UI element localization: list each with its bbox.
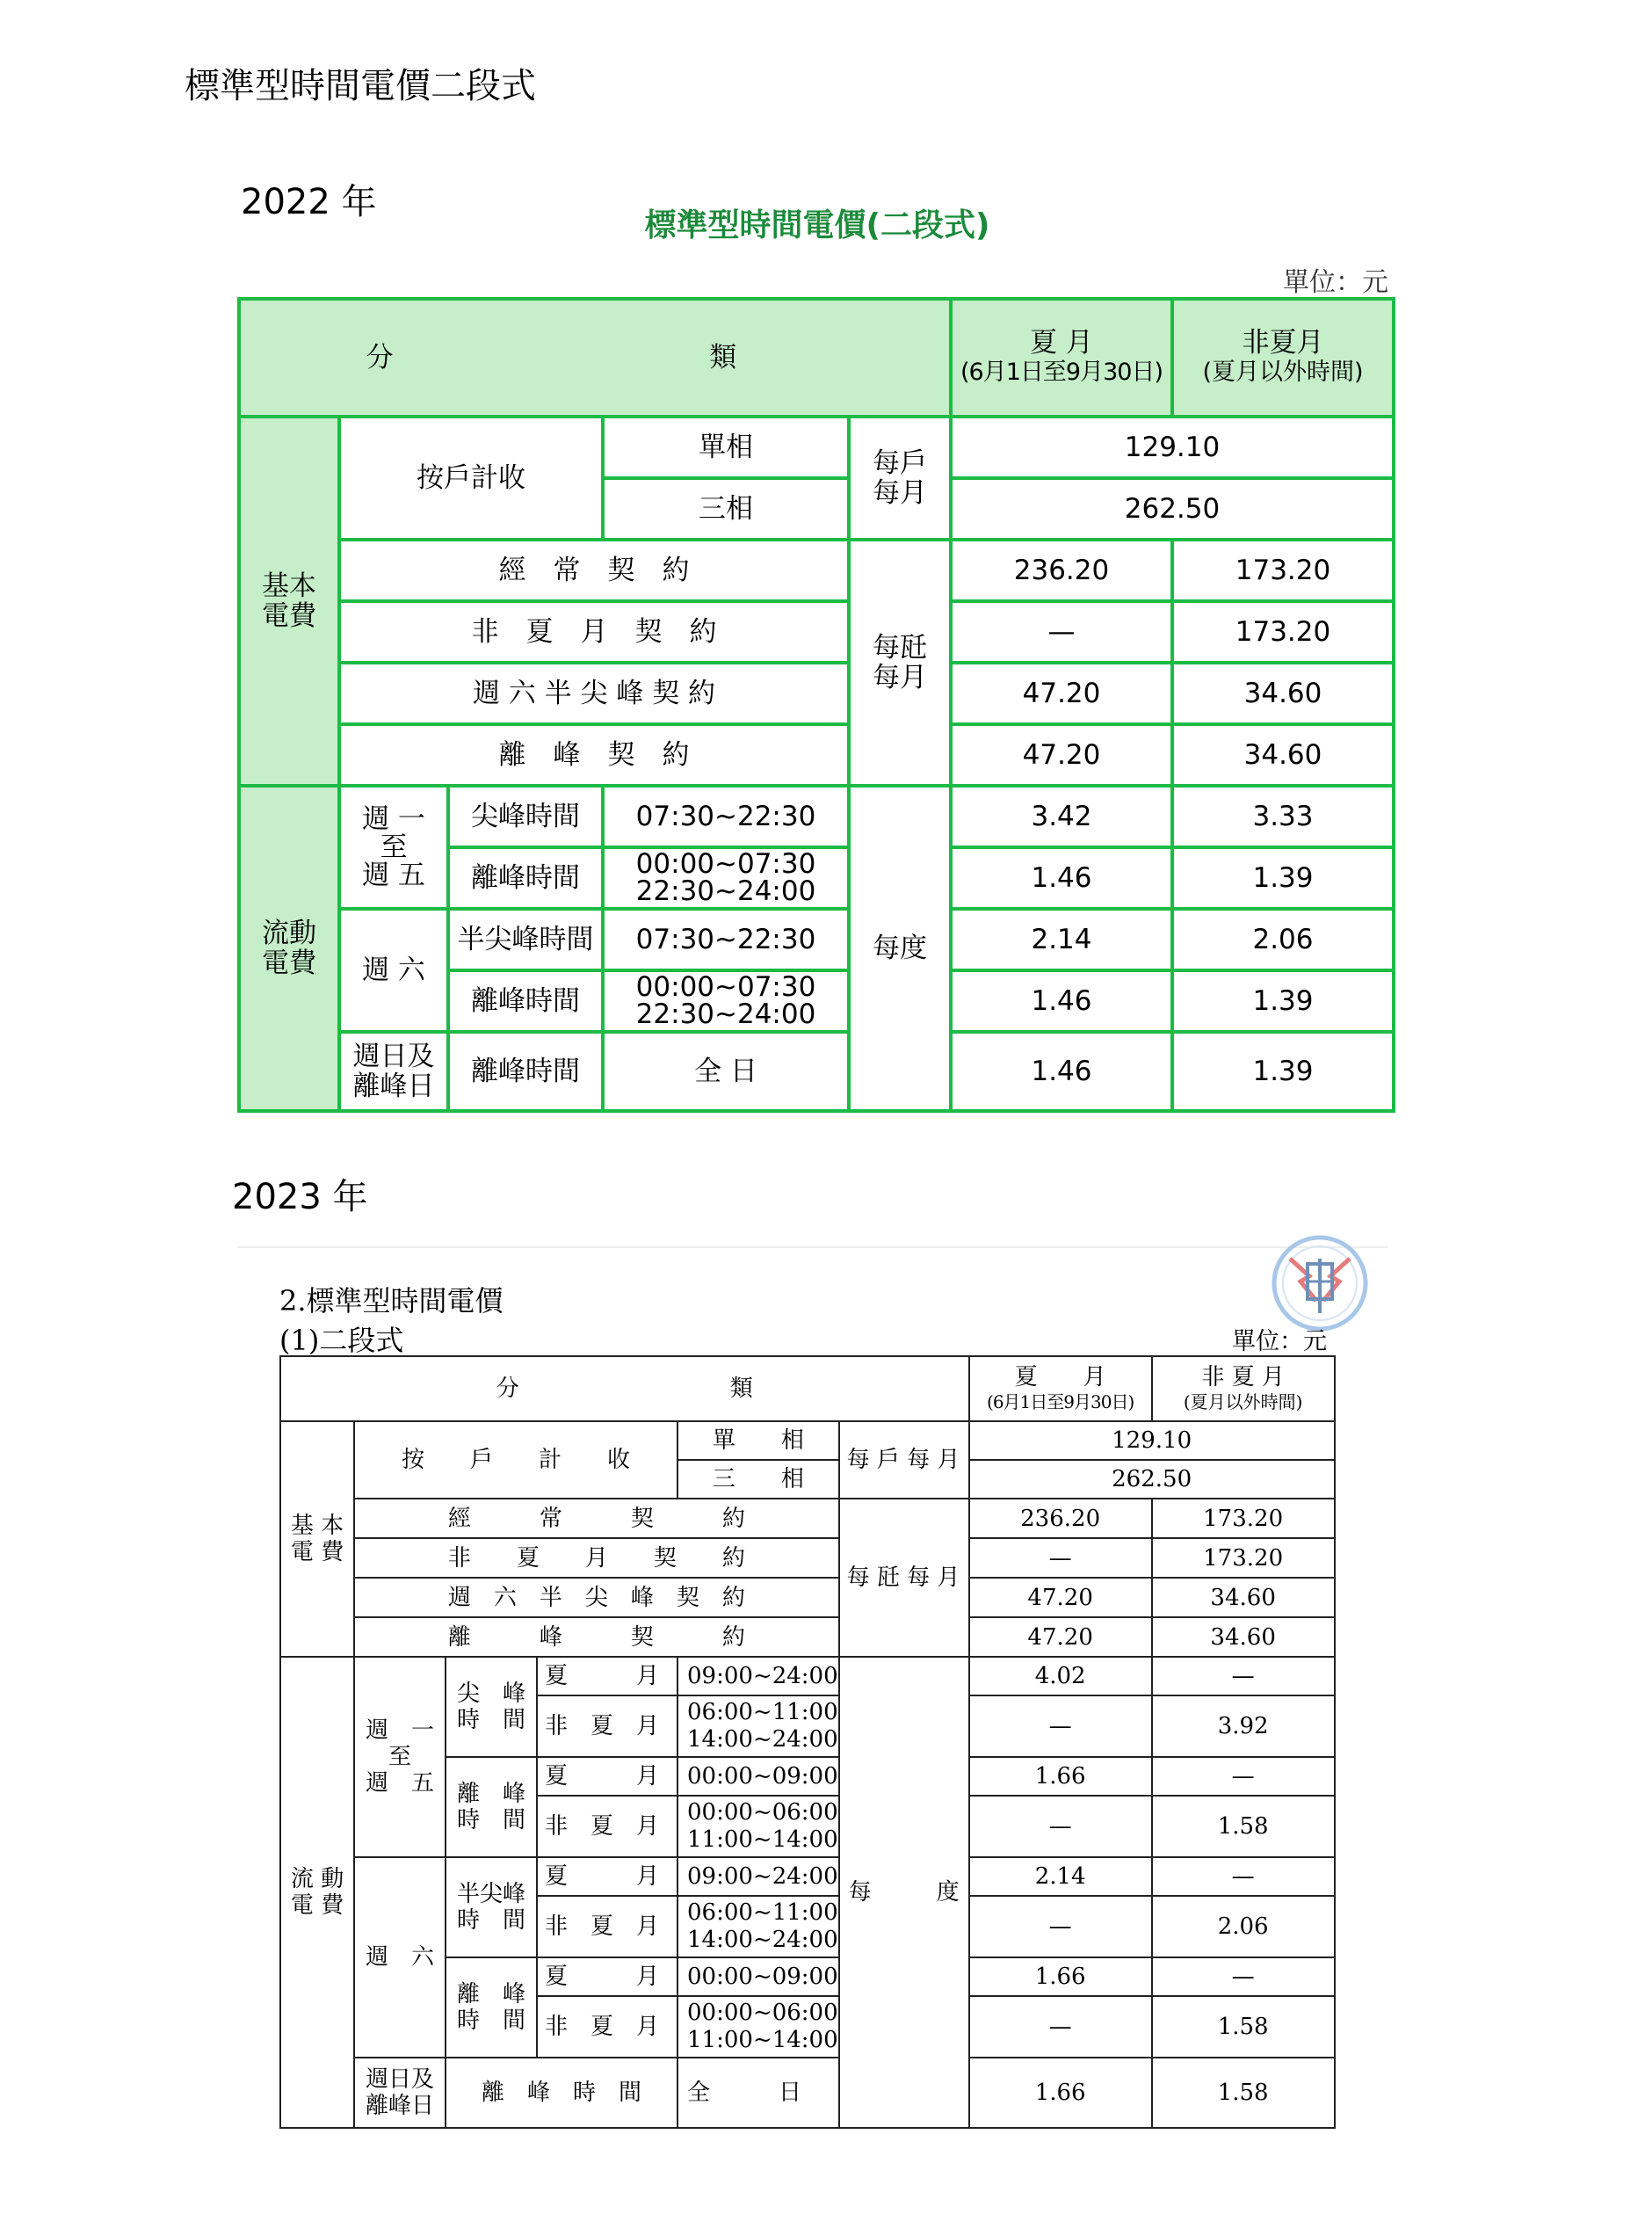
per-household-unit: 每戶 每月 — [849, 417, 951, 540]
rate-table-2023 — [279, 1355, 1336, 2129]
per-kwh-unit: 每度 — [849, 786, 951, 1111]
energy-summer-value: 1.66 — [969, 1757, 1152, 1796]
peak-label: 尖 峰 時 間 — [446, 1657, 537, 1757]
basic-summer-value: 236.20 — [969, 1499, 1152, 1538]
document-title: 標準型時間電價二段式 — [185, 66, 536, 106]
basic-summer-value: 47.20 — [969, 1617, 1152, 1657]
time-range: 00:00~09:00 — [677, 1957, 839, 1996]
basic-charge-group: 基 本 電 費 — [280, 1421, 354, 1657]
table-2022-title: 標準型時間電價(二段式) — [644, 207, 990, 243]
season-nonsummer-label: 非 夏 月 — [537, 1695, 677, 1757]
energy-nonsummer-value: 1.58 — [1152, 1796, 1335, 1857]
basic-nonsummer-value: 173.20 — [1152, 1538, 1335, 1578]
energy-nonsummer-value: 1.58 — [1152, 2058, 1335, 2128]
energy-summer-value: 3.42 — [951, 786, 1172, 847]
energy-nonsummer-value: 1.39 — [1172, 1032, 1394, 1111]
basic-row-label: 離 峰 契 約 — [354, 1617, 839, 1657]
basic-nonsummer-value: 34.60 — [1152, 1617, 1335, 1657]
basic-row-label: 離 峰 契 約 — [339, 724, 849, 786]
household-label: 按 戶 計 收 — [354, 1421, 677, 1499]
time-range: 07:30~22:30 — [603, 909, 849, 970]
basic-nonsummer-value: 34.60 — [1172, 663, 1394, 724]
basic-row-label: 週 六 半 尖 峰 契 約 — [354, 1578, 839, 1617]
basic-nonsummer-value: 173.20 — [1172, 601, 1394, 663]
time-range: 07:30~22:30 — [603, 786, 849, 847]
period-label: 半尖峰時間 — [448, 909, 603, 970]
energy-summer-value: — — [969, 1896, 1152, 1957]
energy-nonsummer-value: — — [1152, 1757, 1335, 1796]
offpeak-label: 離 峰 時 間 — [446, 1757, 537, 1857]
period-label: 離峰時間 — [448, 970, 603, 1032]
header-nonsummer: 非夏月 (夏月以外時間) — [1172, 299, 1394, 417]
period-label: 離峰時間 — [448, 1032, 603, 1111]
season-nonsummer-label: 非 夏 月 — [537, 1796, 677, 1857]
header-category: 分 類 — [280, 1356, 969, 1421]
saturday-label: 週 六 — [354, 1857, 446, 2058]
rate-table-2022 — [237, 297, 1395, 1113]
table-2023-subtitle: (1)二段式 — [279, 1324, 404, 1357]
season-summer-label: 夏 月 — [537, 1757, 677, 1796]
energy-nonsummer-value: 3.33 — [1172, 786, 1394, 847]
basic-nonsummer-value: 34.60 — [1172, 724, 1394, 786]
basic-nonsummer-value: 173.20 — [1172, 540, 1394, 601]
single-phase-value: 129.10 — [951, 417, 1394, 478]
season-summer-label: 夏 月 — [537, 1857, 677, 1896]
per-kw-unit: 每 瓩 每 月 — [839, 1499, 969, 1657]
energy-summer-value: 1.46 — [951, 847, 1172, 909]
basic-summer-value: — — [951, 601, 1172, 663]
energy-nonsummer-value: — — [1152, 1857, 1335, 1896]
time-range: 06:00~11:00 14:00~24:00 — [677, 1695, 839, 1757]
header-category: 分 類 — [239, 299, 951, 417]
time-range: 全 日 — [603, 1032, 849, 1111]
table-2023-title: 2.標準型時間電價 — [279, 1284, 504, 1318]
energy-summer-value: — — [969, 1996, 1152, 2058]
offpeak-label: 離 峰 時 間 — [446, 1957, 537, 2058]
per-kwh-unit: 每 度 — [839, 1657, 969, 2128]
halfpeak-label: 半尖峰 時 間 — [446, 1857, 537, 1957]
offpeak-full-label: 離 峰 時 間 — [446, 2058, 677, 2128]
header-summer: 夏 月 (6月1日至9月30日) — [951, 299, 1172, 417]
basic-summer-value: — — [969, 1538, 1152, 1578]
energy-summer-value: 1.66 — [969, 2058, 1152, 2128]
time-range: 00:00~06:00 11:00~14:00 — [677, 1996, 839, 2058]
energy-nonsummer-value: 3.92 — [1152, 1695, 1335, 1757]
energy-nonsummer-value: 1.58 — [1152, 1996, 1335, 2058]
time-range: 00:00~06:00 11:00~14:00 — [677, 1796, 839, 1857]
energy-summer-value: 1.46 — [951, 970, 1172, 1032]
year-2023-heading: 2023 年 — [232, 1177, 368, 1217]
single-phase-label: 單 相 — [677, 1421, 839, 1460]
energy-nonsummer-value: — — [1152, 1657, 1335, 1695]
basic-nonsummer-value: 34.60 — [1152, 1578, 1335, 1617]
time-range: 00:00~07:30 22:30~24:00 — [603, 847, 849, 909]
time-range: 09:00~24:00 — [677, 1657, 839, 1695]
energy-summer-value: 1.66 — [969, 1957, 1152, 1996]
basic-summer-value: 47.20 — [951, 724, 1172, 786]
table-2022-unit: 單位：元 — [1283, 267, 1388, 298]
season-summer-label: 夏 月 — [537, 1957, 677, 1996]
basic-row-label: 經 常 契 約 — [354, 1499, 839, 1538]
three-phase-label: 三相 — [603, 478, 849, 540]
sunday-offpeak-day-label: 週日及 離峰日 — [339, 1032, 448, 1111]
saturday-label: 週 六 — [339, 909, 448, 1032]
year-2022-heading: 2022 年 — [241, 182, 377, 222]
basic-summer-value: 236.20 — [951, 540, 1172, 601]
season-summer-label: 夏 月 — [537, 1657, 677, 1695]
three-phase-value: 262.50 — [951, 478, 1394, 540]
energy-summer-value: — — [969, 1695, 1152, 1757]
period-label: 離峰時間 — [448, 847, 603, 909]
header-nonsummer: 非 夏 月 (夏月以外時間) — [1152, 1356, 1335, 1421]
basic-summer-value: 47.20 — [969, 1578, 1152, 1617]
time-range: 00:00~09:00 — [677, 1757, 839, 1796]
three-phase-label: 三 相 — [677, 1460, 839, 1499]
single-phase-value: 129.10 — [969, 1421, 1335, 1460]
energy-nonsummer-value: 2.06 — [1152, 1896, 1335, 1957]
per-household-unit: 每 戶 每 月 — [839, 1421, 969, 1499]
allday-label: 全 日 — [677, 2058, 839, 2128]
sunday-offpeak-day-label: 週日及 離峰日 — [354, 2058, 446, 2128]
basic-nonsummer-value: 173.20 — [1152, 1499, 1335, 1538]
time-range: 09:00~24:00 — [677, 1857, 839, 1896]
basic-charge-group: 基本 電費 — [239, 417, 339, 786]
time-range: 06:00~11:00 14:00~24:00 — [677, 1896, 839, 1957]
energy-nonsummer-value: — — [1152, 1957, 1335, 1996]
season-nonsummer-label: 非 夏 月 — [537, 1896, 677, 1957]
energy-nonsummer-value: 1.39 — [1172, 847, 1394, 909]
basic-row-label: 週 六 半 尖 峰 契 約 — [339, 663, 849, 724]
energy-summer-value: 2.14 — [969, 1857, 1152, 1896]
table-2023-unit: 單位：元 — [1232, 1328, 1327, 1355]
weekday-label: 週 一 至 週 五 — [354, 1657, 446, 1857]
basic-row-label: 非 夏 月 契 約 — [354, 1538, 839, 1578]
energy-nonsummer-value: 2.06 — [1172, 909, 1394, 970]
household-label: 按戶計收 — [339, 417, 603, 540]
energy-summer-value: 1.46 — [951, 1032, 1172, 1111]
header-summer: 夏 月 (6月1日至9月30日) — [969, 1356, 1152, 1421]
weekday-label: 週 一 至 週 五 — [339, 786, 448, 909]
basic-row-label: 經 常 契 約 — [339, 540, 849, 601]
energy-nonsummer-value: 1.39 — [1172, 970, 1394, 1032]
period-label: 尖峰時間 — [448, 786, 603, 847]
energy-charge-group: 流 動 電 費 — [280, 1657, 354, 2128]
season-nonsummer-label: 非 夏 月 — [537, 1996, 677, 2058]
energy-summer-value: 2.14 — [951, 909, 1172, 970]
single-phase-label: 單相 — [603, 417, 849, 478]
time-range: 00:00~07:30 22:30~24:00 — [603, 970, 849, 1032]
energy-summer-value: 4.02 — [969, 1657, 1152, 1695]
basic-row-label: 非 夏 月 契 約 — [339, 601, 849, 663]
three-phase-value: 262.50 — [969, 1460, 1335, 1499]
basic-summer-value: 47.20 — [951, 663, 1172, 724]
per-kw-unit: 每瓩 每月 — [849, 540, 951, 786]
energy-charge-group: 流動 電費 — [239, 786, 339, 1111]
scan-top-edge — [237, 1246, 1388, 1248]
energy-summer-value: — — [969, 1796, 1152, 1857]
